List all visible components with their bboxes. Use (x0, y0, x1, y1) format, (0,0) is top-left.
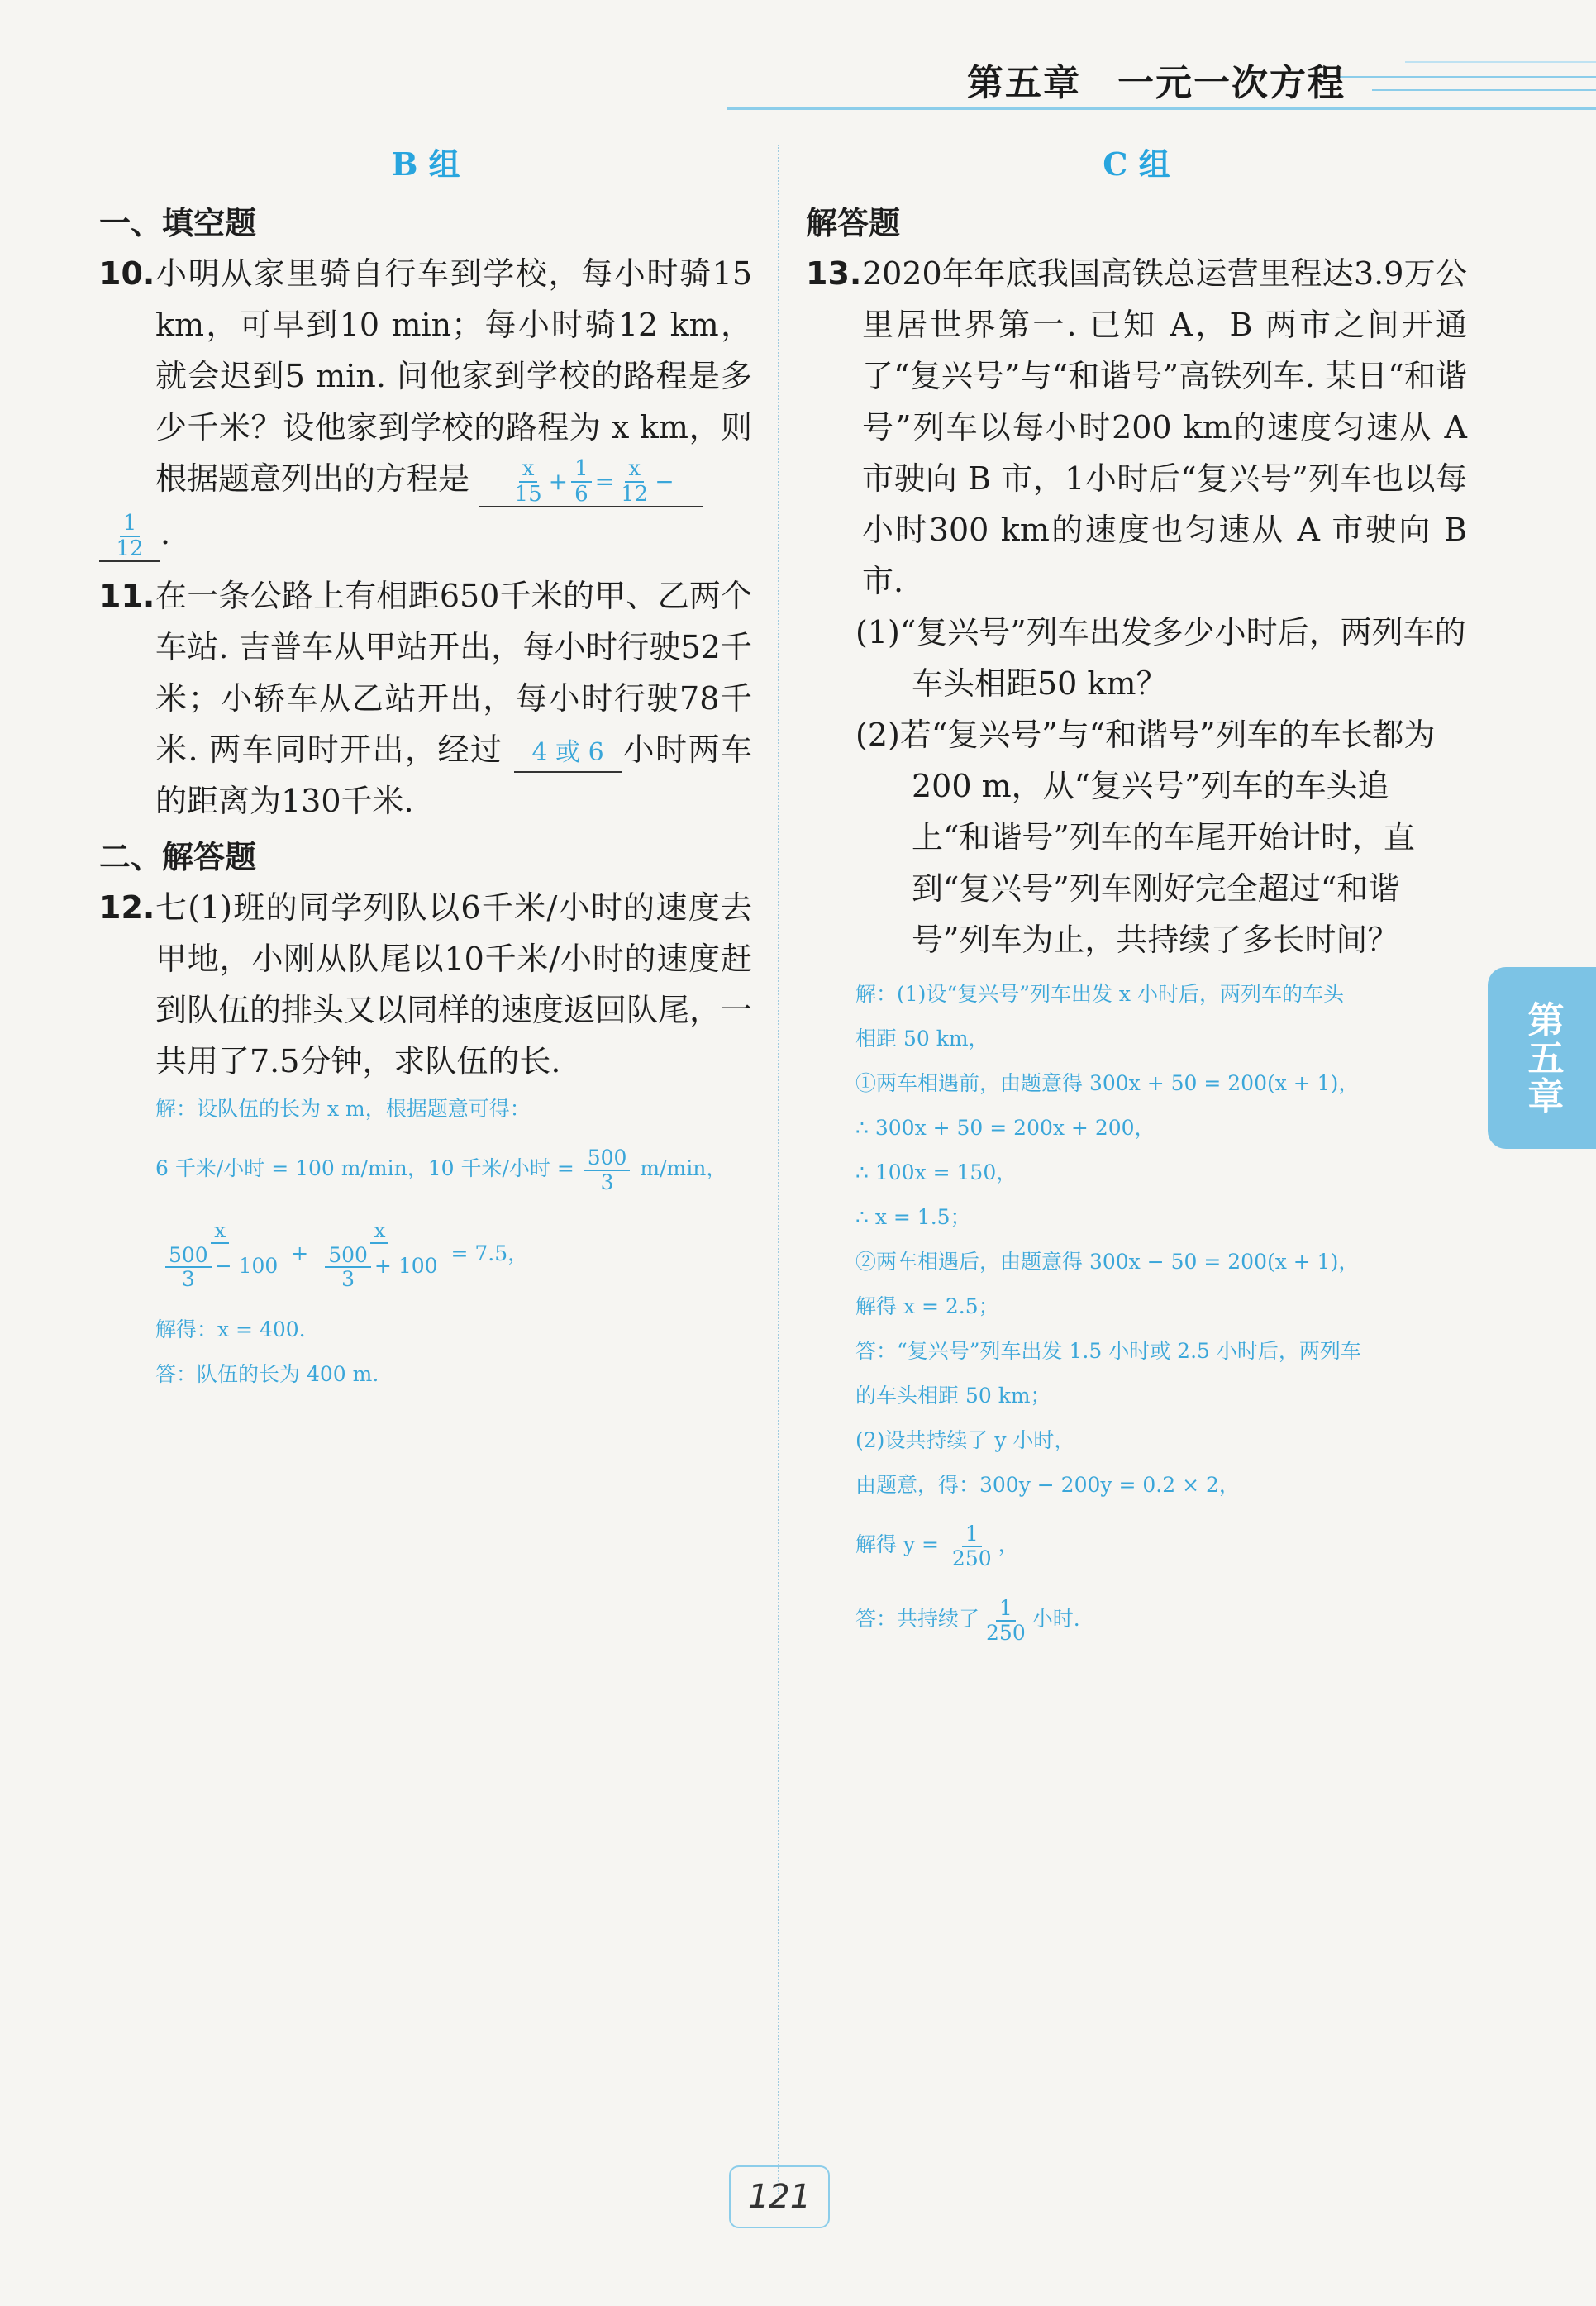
numerator: 500 (584, 1146, 631, 1171)
solution-line: 相距 50 km， (855, 1027, 989, 1051)
numerator: 500 (165, 1244, 212, 1269)
numerator: 1 (571, 457, 592, 483)
operator: + (291, 1241, 309, 1265)
answer-blank-continued (99, 512, 160, 562)
question-12 (99, 882, 752, 1087)
numerator: x (519, 457, 538, 483)
term: − 100 (214, 1253, 279, 1278)
solution-text: m/min， (640, 1156, 727, 1181)
solution-text: 小时. (1031, 1607, 1080, 1631)
solution-line: 答：队伍的长为 400 m. (155, 1361, 379, 1386)
operator: + (548, 468, 569, 495)
solution-line: 解得：x = 400. (155, 1317, 306, 1341)
denominator: 3 (600, 1170, 614, 1194)
denominator: 15 (514, 481, 542, 507)
solution-12 (155, 1087, 752, 1397)
solution-line: ∴ x = 1.5； (855, 1205, 971, 1229)
denominator: 3 (181, 1267, 195, 1292)
denominator (159, 1244, 281, 1291)
question-number: 12. (99, 889, 155, 927)
fraction (512, 457, 545, 506)
fraction (325, 1244, 371, 1291)
left-column (99, 132, 752, 1397)
header-decoration-line (1405, 61, 1596, 63)
fraction (617, 457, 651, 506)
solution-line: 由题意，得：300y − 200y = 0.2 × 2， (855, 1473, 1240, 1497)
right-column (806, 132, 1467, 1656)
solution-line: 答：“复兴号”列车出发 1.5 小时或 2.5 小时后，两列车 (855, 1339, 1361, 1363)
denominator: 6 (574, 481, 588, 507)
numerator: x (370, 1219, 388, 1244)
answer-blank (479, 457, 703, 507)
solution-line: 解：设队伍的长为 x m，根据题意可得： (155, 1097, 531, 1122)
term: + 100 (374, 1253, 438, 1278)
denominator: 250 (986, 1620, 1026, 1645)
chapter-number: 第五章 (967, 62, 1081, 104)
solution-text: 解得 y = (855, 1532, 939, 1556)
denominator: 12 (621, 481, 649, 507)
question-text-end: 小时两车的距离为130千米. (155, 731, 752, 820)
question-13-part-1: (1)“复兴号”列车出发多少小时后，两列车的车头相距50 km？ (855, 614, 1466, 702)
fraction (571, 457, 592, 506)
question-number: 13. (806, 255, 862, 292)
question-number: 11. (99, 578, 155, 615)
section-solve: 二、解答题 (99, 839, 257, 876)
denominator: 12 (116, 536, 144, 561)
solution-13 (855, 972, 1467, 1656)
question-text: 在一条公路上有相距650千米的甲、乙两个车站. 吉普车从甲站开出，每小时行驶52千米；小轿车从乙站开出，每小时行驶78千米. 两车同时开出，经过 (155, 578, 752, 769)
fraction (112, 512, 146, 560)
solution-line (155, 1132, 752, 1206)
solution-line (855, 1582, 1467, 1656)
question-10 (99, 248, 752, 562)
numerator: 1 (996, 1597, 1016, 1622)
solution-text: 6 千米/小时 = 100 m/min，10 千米/小时 = (155, 1156, 574, 1181)
numerator: x (625, 457, 644, 483)
solution-line: (2)设共持续了 y 小时， (855, 1428, 1075, 1452)
numerator: 1 (962, 1522, 982, 1547)
question-text: 2020年年底我国高铁总运营里程达3.9万公里居世界第一. 已知 A，B 两市之间开通了“复兴号”与“和谐号”高铁列车. 某日“和谐号”列车以每小时200 km的速度匀速从 A 市驶向 B 市，1小时后“复兴号”列车也以每小时300 km的速度也匀速从 A 市驶向 B 市. (862, 255, 1467, 599)
period: . (160, 515, 171, 552)
denominator: 3 (341, 1267, 355, 1292)
compound-fraction (159, 1219, 281, 1291)
side-tab-label: 第五章 (1521, 1001, 1564, 1115)
operator: = (594, 468, 615, 495)
section-fill-blank: 一、填空题 (99, 205, 257, 241)
page-number: 121 (729, 2165, 830, 2228)
denominator (318, 1244, 441, 1291)
fraction (949, 1522, 995, 1570)
fraction (165, 1244, 212, 1291)
header-decoration-line (1372, 89, 1596, 91)
group-c-title: C 组 (1103, 145, 1170, 183)
column-divider (778, 145, 779, 2194)
question-13 (806, 248, 1467, 607)
header-decoration-line (1339, 76, 1596, 78)
question-number: 10. (99, 255, 155, 292)
question-text: 七(1)班的同学列队以6千米/小时的速度去甲地，小刚从队尾以10千米/小时的速度赶到队伍的排头又以同样的速度返回队尾，一共用了7.5分钟，求队伍的长. (155, 889, 753, 1080)
denominator: 250 (951, 1546, 992, 1570)
header-rule (727, 107, 1596, 110)
question-13-part-2: (2)若“复兴号”与“和谐号”列车的车长都为200 m，从“复兴号”列车的车头追上“和谐号”列车的车尾开始计时，直到“复兴号”列车刚好完全超过“和谐号”列车为止，共持续了多长时间？ (855, 717, 1436, 958)
solution-line: ∴ 300x + 50 = 200x + 200， (855, 1116, 1155, 1140)
fraction (584, 1146, 631, 1193)
solution-line: ②两车相遇后，由题意得 300x − 50 = 200(x + 1)， (855, 1250, 1360, 1274)
solution-line (855, 1508, 1467, 1582)
solution-text: = 7.5， (450, 1241, 529, 1265)
numerator: 500 (325, 1244, 371, 1269)
numerator: 1 (120, 512, 141, 537)
question-text: 小明从家里骑自行车到学校，每小时骑15 km，可早到10 min；每小时骑12 km，就会迟到5 min. 问他家到学校的路程是多少千米？设他家到学校的路程为 x km，则根据题意列出的方程是 (155, 255, 752, 497)
compound-fraction (318, 1219, 441, 1291)
solution-text: ， (998, 1532, 1019, 1556)
group-b-title: B 组 (391, 145, 460, 183)
section-solve: 解答题 (806, 205, 901, 241)
solution-line: ①两车相遇前，由题意得 300x + 50 = 200(x + 1)， (855, 1071, 1360, 1095)
solution-line: 解得 x = 2.5； (855, 1294, 999, 1318)
solution-text: 答：共持续了 (855, 1607, 980, 1631)
solution-line: ∴ 100x = 150， (855, 1160, 1017, 1184)
solution-equation (155, 1219, 752, 1291)
answer-blank: 4 或 6 (514, 735, 622, 773)
chapter-side-tab (1488, 967, 1596, 1149)
numerator: x (211, 1219, 229, 1244)
chapter-title: 一元一次方程 (1117, 62, 1346, 104)
operator: − (655, 468, 674, 495)
solution-line: 的车头相距 50 km； (855, 1384, 1051, 1408)
chapter-header (967, 53, 1346, 106)
solution-line: 解：(1)设“复兴号”列车出发 x 小时后，两列车的车头 (855, 982, 1344, 1006)
fraction (983, 1597, 1029, 1644)
question-11 (99, 570, 752, 827)
